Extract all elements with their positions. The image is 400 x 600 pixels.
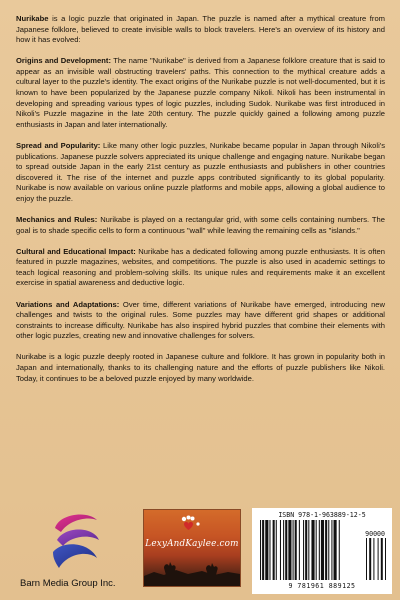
partner-logo-text: LexyAndKaylee.com — [145, 539, 239, 549]
paragraph-spread — [16, 141, 385, 205]
isbn-label: ISBN 978-1-963889-12-5 — [278, 511, 366, 519]
sunset-silhouette-icon — [144, 554, 240, 586]
publisher-name: Barn Media Group Inc. — [20, 578, 116, 589]
paragraph-body: Over time, different variations of Nurikabe have emerged, introducing new challenges and twists to the original rules. Some puzzles may have different grid shapes or additional constraints to increase difficulty. Nurikabe has also inspired hybrid puzzles that combine their elements with other logic puzzles, creating new and innovative challenges for solvers. — [16, 299, 385, 341]
paragraph-heading: Nurikabe — [16, 14, 49, 23]
paragraph-summary — [16, 352, 385, 384]
description-text — [16, 14, 385, 384]
footer — [0, 500, 400, 600]
paw-heart-icon — [178, 515, 204, 533]
paragraph-variations — [16, 300, 385, 342]
barcode-number: 9 781961 889125 — [288, 582, 356, 590]
paragraph-body: is a logic puzzle that originated in Japan. The puzzle is named after a mythical creature from Japanese folklore, believed to create invisible walls to block travelers. Here's an overview of its history and how it has evolved: — [16, 14, 385, 45]
price-code: 90000 — [365, 530, 385, 538]
barcode-bars — [258, 520, 386, 580]
paragraph-heading: Spread and Popularity: — [16, 140, 101, 150]
publisher-logo — [20, 508, 140, 596]
paragraph-heading: Mechanics and Rules: — [16, 215, 98, 224]
swirl-logo-icon — [47, 510, 103, 574]
isbn-barcode — [252, 508, 392, 594]
paragraph-body: The name "Nurikabe" is derived from a Japanese folklore creature that is said to appear as an invisible wall obstructing travelers' paths. This connection to the mythical creature adds a cultural layer to the puzzle's identity. The exact origins of the Nurikabe puzzle is not well-documented, but it is known to have been popularized by the Japanese puzzle company Nikoli. Nikoli has been instrumental in developing and spreading various types of logic puzzles, including Sudok. Nurikabe was first introduced in Nikoli's Puzzle magazine in the late 20th century. The puzzle quickly gained a following among puzzle enthusiasts in Japan and later internationally. — [16, 56, 385, 129]
paragraph-body: Nurikabe is a logic puzzle deeply rooted in Japanese culture and folklore. It has grown in popularity both in Japan and internationally, thanks to its challenging nature and the efforts of puzzle publishers like Nikoli. Today, it continues to be a beloved puzzle enjoyed by many worldwide. — [16, 352, 385, 383]
paragraph-heading: Origins and Development: — [16, 56, 111, 66]
paragraph-body: Like many other logic puzzles, Nurikabe became popular in Japan through Nikoli's publications. Japanese puzzle solvers appreciated its unique challenge and engaging nature. Nurikabe began to spread outside Japan in the early 21st century as puzzle enthusiasts and publishers in other countries discovered it. The rise of the internet and puzzle apps contributed significantly to its global popularity. Nurikabe is now available on various online puzzle platforms and mobile apps, allowing a global audience to enjoy the puzzle. — [16, 140, 385, 203]
paragraph-body: Nurikabe is played on a rectangular grid, with some cells containing numbers. The goal is to shade specific cells to form a continuous "wall" while leaving the remaining cells as "islands." — [16, 215, 385, 235]
paragraph-heading: Variations and Adaptations: — [16, 299, 120, 309]
paragraph-origins — [16, 56, 385, 130]
partner-logo — [143, 509, 241, 587]
paragraph-cultural — [16, 247, 385, 289]
paragraph-body: Nurikabe has a dedicated following among puzzle enthusiasts. It is often featured in puzzle magazines, websites, and competitions. The puzzle is also used in academic settings to teach logical reasoning and problem-solving skills. Its unique rules and requirements make it an excellent exercise in spatial awareness and deductive logic. — [16, 246, 385, 288]
paragraph-mechanics — [16, 215, 385, 236]
paragraph-intro — [16, 14, 385, 46]
paragraph-heading: Cultural and Educational Impact: — [16, 246, 136, 256]
